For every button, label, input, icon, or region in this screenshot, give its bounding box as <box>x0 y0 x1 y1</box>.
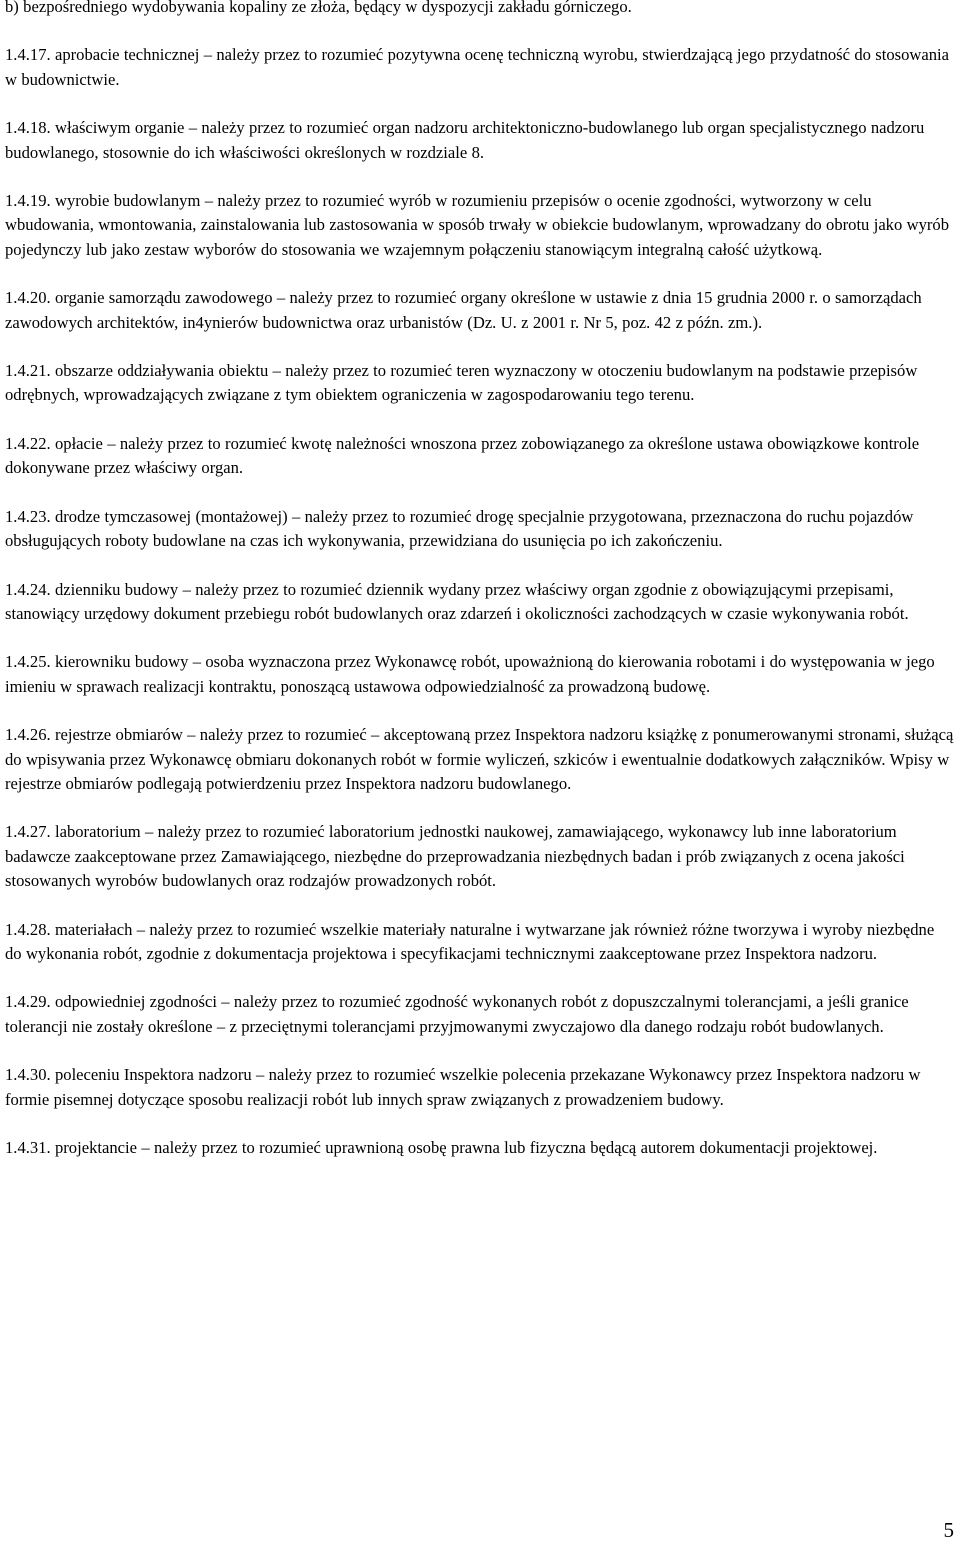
definition-1-4-27: 1.4.27. laboratorium – należy przez to rozumieć laboratorium jednostki naukowej, zamawiającego, wykonawcy lub inne laboratorium badawcze zaakceptowane przez Zamawiającego, niezbędne do przeprowadzania niezbędnych badan i prób związanych z ocena jakości stosowanych wyrobów budowlanych oraz rodzajów prowadzonych robót. <box>5 822 905 891</box>
definition-1-4-26: 1.4.26. rejestrze obmiarów – należy przez to rozumieć – akceptowaną przez Inspektora nadzoru książkę z ponumerowanymi stronami, służącą do wpisywania przez Wykonawcę obmiaru dokonanych robót w formie wyliczeń, szkiców i ewentualnie dodatkowych załączników. Wpisy w rejestrze obmiarów podlegają potwierdzeniu przez Inspektora nadzoru budowlanego. <box>5 725 954 793</box>
page-number: 5 <box>943 1518 954 1542</box>
definition-1-4-30: 1.4.30. poleceniu Inspektora nadzoru – należy przez to rozumieć wszelkie polecenia przekazane Wykonawcy przez Inspektora nadzoru w formie pisemnej dotyczące sposobu realizacji robót lub innych spraw związanych z prowadzeniem budowy. <box>5 1065 921 1109</box>
definition-1-4-20: 1.4.20. organie samorządu zawodowego – należy przez to rozumieć organy określone w ustawie z dnia 15 grudnia 2000 r. o samorządach zawodowych architektów, in4ynierów budownictwa oraz urbanistów (Dz. U. z 2001 r. Nr 5, poz. 42 z późn. zm.). <box>5 288 922 332</box>
paragraph-b-item: b) bezpośredniego wydobywania kopaliny ze złoża, będący w dyspozycji zakładu górniczego. <box>5 0 632 16</box>
definition-1-4-31: 1.4.31. projektancie – należy przez to rozumieć uprawnioną osobę prawna lub fizyczna będącą autorem dokumentacji projektowej. <box>5 1138 878 1157</box>
definition-1-4-24: 1.4.24. dzienniku budowy – należy przez to rozumieć dziennik wydany przez właściwy organ zgodnie z obowiązującymi przepisami, stanowiący urzędowy dokument przebiegu robót budowlanych oraz zdarzeń i okoliczności zachodzących w czasie wykonywania robót. <box>5 579 909 623</box>
definition-1-4-28: 1.4.28. materiałach – należy przez to rozumieć wszelkie materiały naturalne i wytwarzane jak również różne tworzywa i wyroby niezbędne do wykonania robót, zgodnie z dokumentacja projektowa i specyfikacjami technicznymi zaakceptowane przez Inspektora nadzoru. <box>5 919 935 963</box>
definition-1-4-18: 1.4.18. właściwym organie – należy przez to rozumieć organ nadzoru architektoniczno-budowlanego lub organ specjalistycznego nadzoru budowlanego, stosownie do ich właściwości określonych w rozdziale 8. <box>5 118 925 162</box>
definition-1-4-21: 1.4.21. obszarze oddziaływania obiektu – należy przez to rozumieć teren wyznaczony w otoczeniu budowlanym na podstawie przepisów odrębnych, wprowadzających związane z tym obiektem ograniczenia w zagospodarowaniu tego terenu. <box>5 361 918 405</box>
definition-1-4-23: 1.4.23. drodze tymczasowej (montażowej) – należy przez to rozumieć drogę specjalnie przygotowana, przeznaczona do ruchu pojazdów obsługujących roboty budowlane na czas ich wykonywania, przewidziana do usunięcia po ich zakończeniu. <box>5 506 914 551</box>
document-body <box>5 0 955 1184</box>
definition-1-4-29: 1.4.29. odpowiedniej zgodności – należy przez to rozumieć zgodność wykonanych robót z dopuszczalnymi tolerancjami, a jeśli granice tolerancji nie zostały określone – z przeciętnymi tolerancjami przyjmowanymi zwyczajowo dla danego rodzaju robót budowlanych. <box>5 992 909 1036</box>
definition-1-4-25: 1.4.25. kierowniku budowy – osoba wyznaczona przez Wykonawcę robót, upoważnioną do kierowania robotami i do występowania w jego imieniu w sprawach realizacji kontraktu, ponoszącą ustawowa odpowiedzialność za prowadzoną budowę. <box>5 652 935 696</box>
definition-1-4-17: 1.4.17. aprobacie technicznej – należy przez to rozumieć pozytywna ocenę techniczną wyrobu, stwierdzającą jego przydatność do stosowania w budownictwie. <box>5 45 950 89</box>
definition-1-4-19: 1.4.19. wyrobie budowlanym – należy przez to rozumieć wyrób w rozumieniu przepisów o ocenie zgodności, wytworzony w celu wbudowania, wmontowania, zainstalowania lub zastosowania w sposób trwały w obiekcie budowlanym, wprowadzany do obrotu jako wyrób pojedynczy lub jako zestaw wyborów do stosowania we wzajemnym połączeniu stanowiącym integralną całość użytkową. <box>5 191 950 259</box>
definition-1-4-22: 1.4.22. opłacie – należy przez to rozumieć kwotę należności wnoszona przez zobowiązanego za określone ustawa obowiązkowe kontrole dokonywane przez właściwy organ. <box>5 433 920 478</box>
